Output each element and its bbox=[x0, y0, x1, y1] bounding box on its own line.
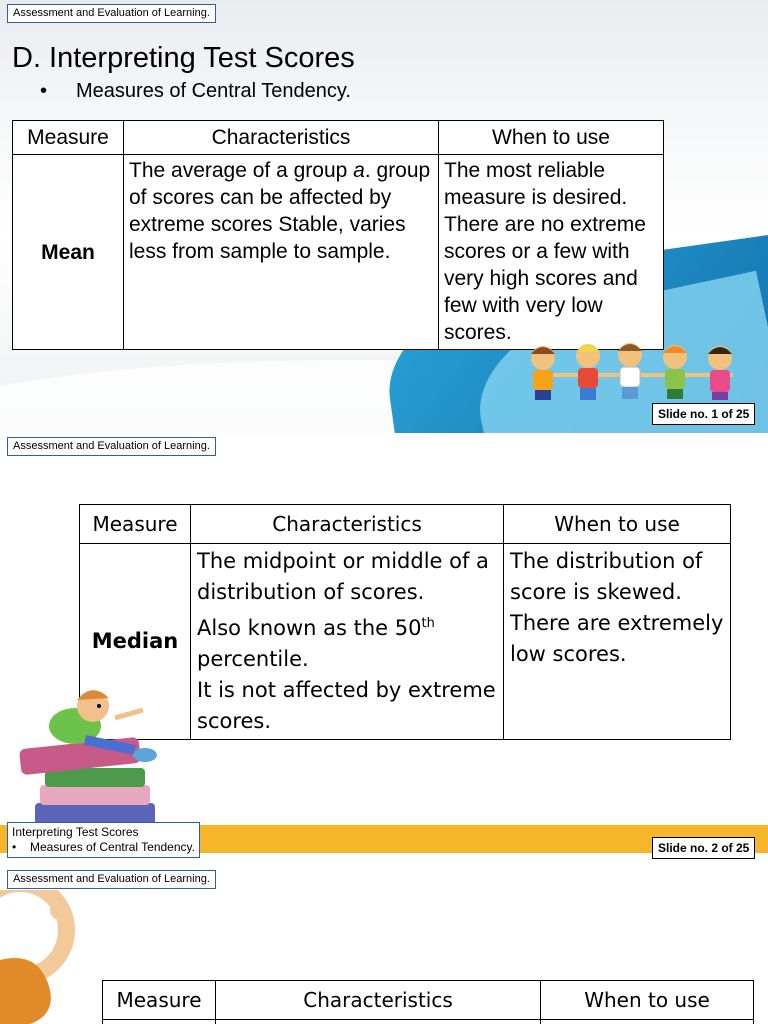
table-row bbox=[80, 544, 731, 740]
characteristics-cell bbox=[191, 544, 504, 740]
header-when-to-use: When to use bbox=[439, 121, 664, 155]
header-characteristics: Characteristics bbox=[216, 981, 541, 1020]
characteristics-cell bbox=[216, 1020, 541, 1024]
bullet-marker: • bbox=[12, 840, 17, 854]
child-figure bbox=[576, 344, 600, 400]
child-figure bbox=[708, 346, 732, 400]
footer-caption bbox=[7, 822, 200, 858]
characteristics-italic: a bbox=[353, 159, 365, 182]
measure-cell bbox=[103, 1020, 216, 1024]
characteristics-text-rest: . group of scores can be affected by extreme scores Stable, varies less from sample to sample. bbox=[129, 159, 431, 263]
header-when-to-use: When to use bbox=[504, 505, 731, 544]
footer-bullet-text: Measures of Central Tendency. bbox=[30, 840, 195, 854]
slide-1 bbox=[0, 0, 768, 433]
course-tag: Assessment and Evaluation of Learning. bbox=[7, 437, 216, 456]
children-holding-hands-illustration bbox=[518, 340, 748, 410]
table-row bbox=[103, 1020, 754, 1024]
table-row bbox=[13, 155, 664, 350]
header-measure: Measure bbox=[80, 505, 191, 544]
when-to-use-line: There are extremely low scores. bbox=[510, 611, 724, 666]
characteristics-text: percentile. bbox=[197, 647, 309, 671]
characteristics-line: It is not affected by extreme scores. bbox=[197, 678, 496, 733]
characteristics-line bbox=[197, 608, 497, 675]
header-characteristics: Characteristics bbox=[124, 121, 439, 155]
bullet-text: Measures of Central Tendency. bbox=[76, 80, 351, 102]
median-table bbox=[79, 504, 731, 740]
course-tag: Assessment and Evaluation of Learning. bbox=[7, 870, 216, 889]
slide-3 bbox=[0, 866, 768, 1024]
slide-title: D. Interpreting Test Scores bbox=[12, 42, 355, 74]
bullet-item bbox=[40, 80, 351, 103]
header-measure: Measure bbox=[103, 981, 216, 1020]
child-figure bbox=[618, 343, 642, 399]
characteristics-text: Also known as the 50 bbox=[197, 616, 422, 640]
course-tag: Assessment and Evaluation of Learning. bbox=[7, 4, 216, 23]
child-figure bbox=[531, 346, 555, 400]
child-figure bbox=[663, 345, 687, 399]
measure-cell: Mean bbox=[13, 155, 124, 350]
characteristics-text: The average of a group bbox=[129, 159, 354, 182]
table-header-row bbox=[103, 981, 754, 1020]
when-to-use-cell: The most reliable measure is desired. There are no extreme scores or a few with very high scores and few with very low scores. bbox=[439, 155, 664, 350]
slide-2 bbox=[0, 433, 768, 866]
characteristics-cell bbox=[124, 155, 439, 350]
footer-title: Interpreting Test Scores bbox=[12, 825, 139, 839]
slide-number: Slide no. 2 of 25 bbox=[652, 837, 755, 859]
bullet-marker: • bbox=[40, 80, 48, 102]
when-to-use-cell bbox=[504, 544, 731, 740]
when-to-use-line: The distribution of score is skewed. bbox=[510, 549, 703, 604]
header-when-to-use: When to use bbox=[541, 981, 754, 1020]
header-measure: Measure bbox=[13, 121, 124, 155]
decorative-swirl-illustration bbox=[0, 890, 110, 1024]
table-header-row bbox=[80, 505, 731, 544]
measure-cell: Median bbox=[80, 544, 191, 740]
footer-bullet bbox=[12, 840, 195, 855]
table-header-row bbox=[13, 121, 664, 155]
mean-table bbox=[12, 120, 664, 350]
when-to-use-cell bbox=[541, 1020, 754, 1024]
superscript: th bbox=[421, 616, 435, 631]
boy-sitting-on-books-illustration bbox=[15, 688, 175, 828]
slide-number: Slide no. 1 of 25 bbox=[652, 403, 755, 425]
header-characteristics: Characteristics bbox=[191, 505, 504, 544]
central-tendency-table bbox=[102, 980, 754, 1024]
characteristics-line: The midpoint or middle of a distribution of scores. bbox=[197, 549, 489, 604]
